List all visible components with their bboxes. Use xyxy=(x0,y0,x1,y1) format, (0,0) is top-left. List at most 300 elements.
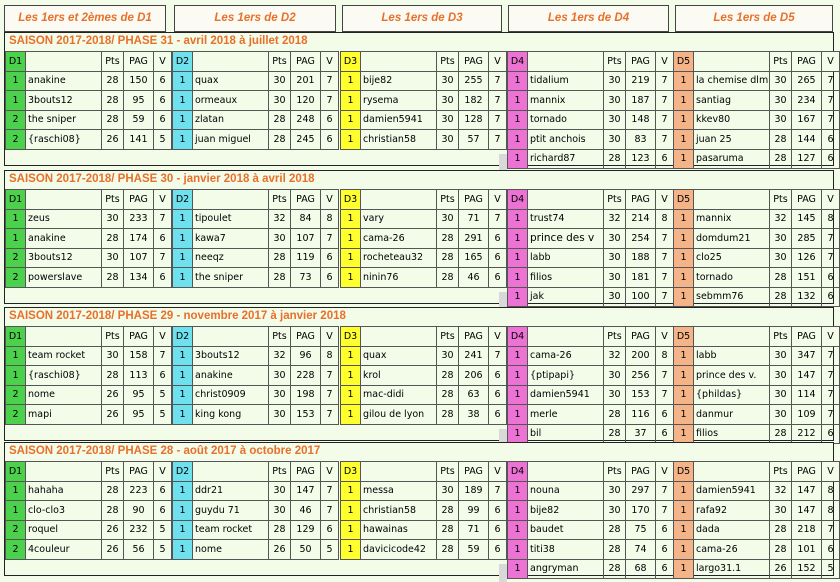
points-cell: 30 xyxy=(437,71,459,91)
player-name: anakine xyxy=(193,366,269,386)
player-name: 3bouts12 xyxy=(26,91,102,111)
player-name: quax xyxy=(361,346,437,366)
table-row xyxy=(674,91,840,111)
rank-cell: 1 xyxy=(341,481,361,501)
empty-cell xyxy=(269,424,291,444)
empty-cell xyxy=(102,424,124,444)
table-row xyxy=(341,248,507,268)
table-row xyxy=(674,481,840,501)
pag-header: PAG xyxy=(459,190,489,210)
division-label: D4 xyxy=(508,190,528,210)
pag-cell: 144 xyxy=(792,130,822,150)
points-cell: 30 xyxy=(604,268,626,288)
empty-cell xyxy=(291,149,321,169)
pag-cell: 63 xyxy=(459,385,489,405)
division-table-d3 xyxy=(340,461,507,579)
player-name: ddr21 xyxy=(193,481,269,501)
rank-cell: 1 xyxy=(508,366,528,386)
points-cell: 26 xyxy=(102,540,124,560)
rank-cell: 1 xyxy=(173,110,193,130)
points-cell: 32 xyxy=(604,209,626,229)
victories-cell: 5 xyxy=(154,130,172,150)
rank-cell: 1 xyxy=(674,501,694,521)
pag-cell: 245 xyxy=(291,130,321,150)
victories-cell: 8 xyxy=(321,209,339,229)
empty-cell xyxy=(437,287,459,307)
points-cell: 28 xyxy=(770,424,792,444)
division-label: D2 xyxy=(173,52,193,72)
table-row xyxy=(6,209,172,229)
pts-header: Pts xyxy=(770,327,792,347)
rank-cell: 1 xyxy=(674,268,694,288)
division-label: D5 xyxy=(674,52,694,72)
empty-row xyxy=(173,287,339,307)
name-header xyxy=(694,52,770,72)
points-cell: 30 xyxy=(770,91,792,111)
victories-cell: 6 xyxy=(154,366,172,386)
phase-block xyxy=(4,307,834,441)
pag-cell: 256 xyxy=(626,366,656,386)
division-label: D3 xyxy=(341,190,361,210)
division-label: D1 xyxy=(6,52,26,72)
pag-cell: 127 xyxy=(792,149,822,169)
division-label: D3 xyxy=(341,52,361,72)
rank-cell: 1 xyxy=(674,424,694,444)
pag-cell: 59 xyxy=(124,110,154,130)
victories-cell: 7 xyxy=(489,110,507,130)
empty-row xyxy=(6,149,172,169)
victories-cell: 8 xyxy=(321,346,339,366)
rank-cell: 1 xyxy=(674,346,694,366)
victories-cell: 8 xyxy=(656,346,674,366)
table-row xyxy=(674,424,840,444)
division-table-d2 xyxy=(172,461,339,579)
victories-cell: 6 xyxy=(656,559,674,579)
player-name: labb xyxy=(528,248,604,268)
name-header xyxy=(361,52,437,72)
table-row xyxy=(173,385,339,405)
player-name: merle xyxy=(528,405,604,425)
pag-cell: 254 xyxy=(626,229,656,249)
table-row xyxy=(6,229,172,249)
name-header xyxy=(193,52,269,72)
player-name: rysema xyxy=(361,91,437,111)
pag-header: PAG xyxy=(124,190,154,210)
empty-cell xyxy=(26,149,102,169)
player-name: tornado xyxy=(528,110,604,130)
player-name: anakine xyxy=(26,229,102,249)
empty-cell xyxy=(173,287,193,307)
pag-cell: 100 xyxy=(626,287,656,307)
pts-header: Pts xyxy=(437,190,459,210)
victories-cell: 7 xyxy=(822,110,840,130)
name-header xyxy=(528,52,604,72)
empty-cell xyxy=(269,287,291,307)
points-cell: 28 xyxy=(437,229,459,249)
table-row xyxy=(6,540,172,560)
pts-header: Pts xyxy=(269,52,291,72)
player-name: santiag xyxy=(694,91,770,111)
points-cell: 28 xyxy=(437,540,459,560)
rank-cell: 1 xyxy=(173,71,193,91)
points-cell: 26 xyxy=(770,559,792,579)
table-row xyxy=(508,149,674,169)
empty-cell xyxy=(124,424,154,444)
victories-cell: 6 xyxy=(822,287,840,307)
table-row xyxy=(674,149,840,169)
table-row xyxy=(674,366,840,386)
phase-block xyxy=(4,170,834,304)
pag-cell: 165 xyxy=(459,248,489,268)
rank-cell: 2 xyxy=(6,520,26,540)
pag-cell: 107 xyxy=(291,229,321,249)
table-row xyxy=(6,385,172,405)
rank-cell: 1 xyxy=(6,71,26,91)
victories-cell: 6 xyxy=(656,520,674,540)
v-header: V xyxy=(822,52,840,72)
victories-cell: 6 xyxy=(489,268,507,288)
pag-cell: 234 xyxy=(792,91,822,111)
player-name: damien5941 xyxy=(694,481,770,501)
victories-cell: 5 xyxy=(154,540,172,560)
points-cell: 26 xyxy=(102,405,124,425)
pag-cell: 141 xyxy=(124,130,154,150)
victories-cell: 7 xyxy=(656,385,674,405)
rank-cell: 1 xyxy=(674,287,694,307)
division-header-4: Les 1ers de D4 xyxy=(508,5,669,32)
empty-cell xyxy=(154,149,172,169)
points-cell: 28 xyxy=(102,229,124,249)
points-cell: 28 xyxy=(102,110,124,130)
player-name: nouna xyxy=(528,481,604,501)
player-name: nome xyxy=(26,385,102,405)
victories-cell: 7 xyxy=(822,248,840,268)
v-header: V xyxy=(321,327,339,347)
player-name: kawa7 xyxy=(193,229,269,249)
player-name: christ0909 xyxy=(193,385,269,405)
victories-cell: 7 xyxy=(656,366,674,386)
rank-cell: 1 xyxy=(341,229,361,249)
player-name: baudet xyxy=(528,520,604,540)
empty-cell xyxy=(124,287,154,307)
player-name: messa xyxy=(361,481,437,501)
pag-cell: 57 xyxy=(459,130,489,150)
pag-cell: 200 xyxy=(626,346,656,366)
table-row xyxy=(674,540,840,560)
division-table-d3 xyxy=(340,326,507,444)
pag-header: PAG xyxy=(291,52,321,72)
victories-cell: 7 xyxy=(822,346,840,366)
rank-cell: 1 xyxy=(6,229,26,249)
rank-cell: 1 xyxy=(674,209,694,229)
empty-cell xyxy=(6,424,26,444)
pag-cell: 46 xyxy=(459,268,489,288)
victories-cell: 6 xyxy=(489,501,507,521)
pag-cell: 71 xyxy=(459,520,489,540)
table-row xyxy=(6,91,172,111)
pag-header: PAG xyxy=(792,52,822,72)
empty-cell xyxy=(269,559,291,579)
pag-cell: 241 xyxy=(459,346,489,366)
points-cell: 28 xyxy=(102,366,124,386)
table-row xyxy=(508,424,674,444)
table-row xyxy=(508,346,674,366)
table-row xyxy=(6,346,172,366)
table-row xyxy=(508,540,674,560)
rank-cell: 1 xyxy=(6,366,26,386)
victories-cell: 7 xyxy=(489,130,507,150)
pag-header: PAG xyxy=(459,327,489,347)
victories-cell: 6 xyxy=(656,424,674,444)
points-cell: 30 xyxy=(269,366,291,386)
pag-cell: 126 xyxy=(792,248,822,268)
player-name: {phildas} xyxy=(694,385,770,405)
table-row xyxy=(508,229,674,249)
victories-cell: 7 xyxy=(656,71,674,91)
rank-cell: 1 xyxy=(173,385,193,405)
rank-cell: 1 xyxy=(6,91,26,111)
table-row xyxy=(508,91,674,111)
player-name: cama-26 xyxy=(528,346,604,366)
player-name: danmur xyxy=(694,405,770,425)
pag-cell: 120 xyxy=(291,91,321,111)
pts-header: Pts xyxy=(102,462,124,482)
pag-cell: 228 xyxy=(291,366,321,386)
player-name: {raschi08} xyxy=(26,130,102,150)
player-name: la chemise dlm xyxy=(694,71,770,91)
victories-cell: 7 xyxy=(321,481,339,501)
player-name: gilou de lyon xyxy=(361,405,437,425)
empty-cell xyxy=(361,149,437,169)
empty-cell xyxy=(459,559,489,579)
empty-cell xyxy=(291,424,321,444)
player-name: powerslave xyxy=(26,268,102,288)
victories-cell: 7 xyxy=(489,91,507,111)
rank-cell: 1 xyxy=(341,248,361,268)
pag-cell: 147 xyxy=(291,481,321,501)
rank-cell: 1 xyxy=(508,209,528,229)
pag-cell: 134 xyxy=(124,268,154,288)
points-cell: 30 xyxy=(269,71,291,91)
division-header-2: Les 1ers de D2 xyxy=(174,5,336,32)
rank-cell: 1 xyxy=(508,268,528,288)
rank-cell: 1 xyxy=(674,229,694,249)
points-cell: 26 xyxy=(269,540,291,560)
empty-cell xyxy=(154,287,172,307)
empty-cell xyxy=(173,424,193,444)
points-cell: 28 xyxy=(269,110,291,130)
empty-cell xyxy=(6,149,26,169)
table-row xyxy=(6,71,172,91)
player-name: christian58 xyxy=(361,130,437,150)
rank-cell: 1 xyxy=(674,540,694,560)
division-label: D2 xyxy=(173,327,193,347)
v-header: V xyxy=(154,52,172,72)
table-row xyxy=(6,520,172,540)
rank-cell: 1 xyxy=(173,481,193,501)
pag-cell: 187 xyxy=(626,91,656,111)
player-name: damien5941 xyxy=(361,110,437,130)
points-cell: 28 xyxy=(269,268,291,288)
victories-cell: 7 xyxy=(489,481,507,501)
division-table-d5 xyxy=(673,51,840,169)
victories-cell: 7 xyxy=(321,405,339,425)
points-cell: 30 xyxy=(604,481,626,501)
pag-cell: 201 xyxy=(291,71,321,91)
victories-cell: 7 xyxy=(321,229,339,249)
points-cell: 28 xyxy=(770,287,792,307)
table-row xyxy=(508,248,674,268)
rank-cell: 1 xyxy=(173,229,193,249)
victories-cell: 7 xyxy=(321,71,339,91)
player-name: cama-26 xyxy=(694,540,770,560)
points-cell: 30 xyxy=(770,110,792,130)
empty-cell xyxy=(341,424,361,444)
victories-cell: 7 xyxy=(489,346,507,366)
pag-cell: 152 xyxy=(792,559,822,579)
points-cell: 30 xyxy=(770,71,792,91)
points-cell: 30 xyxy=(102,209,124,229)
victories-cell: 6 xyxy=(822,540,840,560)
rank-cell: 1 xyxy=(173,520,193,540)
rank-cell: 1 xyxy=(173,501,193,521)
empty-cell xyxy=(361,287,437,307)
pag-cell: 132 xyxy=(792,287,822,307)
points-cell: 30 xyxy=(437,130,459,150)
victories-cell: 6 xyxy=(321,520,339,540)
name-header xyxy=(361,327,437,347)
table-row xyxy=(6,110,172,130)
player-name: labb xyxy=(694,346,770,366)
pag-cell: 50 xyxy=(291,540,321,560)
rank-cell: 1 xyxy=(674,91,694,111)
victories-cell: 5 xyxy=(154,405,172,425)
rank-cell: 1 xyxy=(173,346,193,366)
table-row xyxy=(674,248,840,268)
phase-title: SAISON 2017-2018/ PHASE 29 - novembre 2017 à janvier 2018 xyxy=(9,310,346,322)
pag-cell: 188 xyxy=(626,248,656,268)
division-table-d2 xyxy=(172,51,339,169)
empty-row xyxy=(341,287,507,307)
division-header-3: Les 1ers de D3 xyxy=(342,5,502,32)
name-header xyxy=(528,190,604,210)
player-name: davicicode42 xyxy=(361,540,437,560)
victories-cell: 6 xyxy=(822,149,840,169)
pag-cell: 153 xyxy=(291,405,321,425)
table-row xyxy=(508,130,674,150)
victories-cell: 7 xyxy=(656,130,674,150)
name-header xyxy=(193,190,269,210)
victories-cell: 7 xyxy=(822,366,840,386)
rank-cell: 1 xyxy=(508,71,528,91)
rank-cell: 2 xyxy=(6,405,26,425)
victories-cell: 7 xyxy=(656,268,674,288)
player-name: nome xyxy=(193,540,269,560)
pag-cell: 145 xyxy=(792,209,822,229)
victories-cell: 6 xyxy=(656,405,674,425)
table-row xyxy=(674,130,840,150)
rank-cell: 1 xyxy=(508,424,528,444)
pag-cell: 99 xyxy=(459,501,489,521)
victories-cell: 6 xyxy=(321,130,339,150)
empty-cell xyxy=(26,424,102,444)
points-cell: 30 xyxy=(269,385,291,405)
player-name: neeqz xyxy=(193,248,269,268)
player-name: guydu 71 xyxy=(193,501,269,521)
table-row xyxy=(508,520,674,540)
player-name: tipoulet xyxy=(193,209,269,229)
pag-cell: 95 xyxy=(124,91,154,111)
rank-cell: 1 xyxy=(674,405,694,425)
table-row xyxy=(6,248,172,268)
rank-cell: 1 xyxy=(341,130,361,150)
victories-cell: 7 xyxy=(656,91,674,111)
table-row xyxy=(508,110,674,130)
division-table-d2 xyxy=(172,189,339,307)
table-row xyxy=(674,229,840,249)
pag-cell: 147 xyxy=(792,481,822,501)
victories-cell: 7 xyxy=(321,366,339,386)
table-row xyxy=(6,481,172,501)
name-header xyxy=(694,190,770,210)
v-header: V xyxy=(154,190,172,210)
table-row xyxy=(173,91,339,111)
victories-cell: 8 xyxy=(822,481,840,501)
name-header xyxy=(26,190,102,210)
rank-cell: 1 xyxy=(341,268,361,288)
empty-row xyxy=(341,559,507,579)
points-cell: 30 xyxy=(604,91,626,111)
points-cell: 28 xyxy=(269,520,291,540)
pag-cell: 107 xyxy=(124,248,154,268)
phase-block xyxy=(4,32,834,166)
division-table-d5 xyxy=(673,326,840,444)
player-name: vary xyxy=(361,209,437,229)
player-name: mannix xyxy=(528,91,604,111)
empty-cell xyxy=(291,559,321,579)
rank-cell: 1 xyxy=(173,405,193,425)
points-cell: 30 xyxy=(437,110,459,130)
points-cell: 30 xyxy=(604,287,626,307)
points-cell: 26 xyxy=(102,385,124,405)
player-name: the sniper xyxy=(193,268,269,288)
points-cell: 30 xyxy=(269,91,291,111)
pag-cell: 128 xyxy=(459,110,489,130)
v-header: V xyxy=(321,190,339,210)
player-name: richard87 xyxy=(528,149,604,169)
player-name: bije82 xyxy=(361,71,437,91)
pag-cell: 248 xyxy=(291,110,321,130)
division-label: D3 xyxy=(341,327,361,347)
victories-cell: 6 xyxy=(154,268,172,288)
player-name: ninin76 xyxy=(361,268,437,288)
pag-cell: 285 xyxy=(792,229,822,249)
pag-cell: 74 xyxy=(626,540,656,560)
division-label: D5 xyxy=(674,462,694,482)
points-cell: 30 xyxy=(604,130,626,150)
player-name: cama-26 xyxy=(361,229,437,249)
victories-cell: 7 xyxy=(321,91,339,111)
pag-header: PAG xyxy=(459,52,489,72)
empty-cell xyxy=(6,559,26,579)
player-name: quax xyxy=(193,71,269,91)
victories-cell: 6 xyxy=(154,71,172,91)
victories-cell: 6 xyxy=(154,91,172,111)
name-header xyxy=(193,462,269,482)
player-name: anakine xyxy=(26,71,102,91)
victories-cell: 7 xyxy=(321,385,339,405)
division-table-d2 xyxy=(172,326,339,444)
